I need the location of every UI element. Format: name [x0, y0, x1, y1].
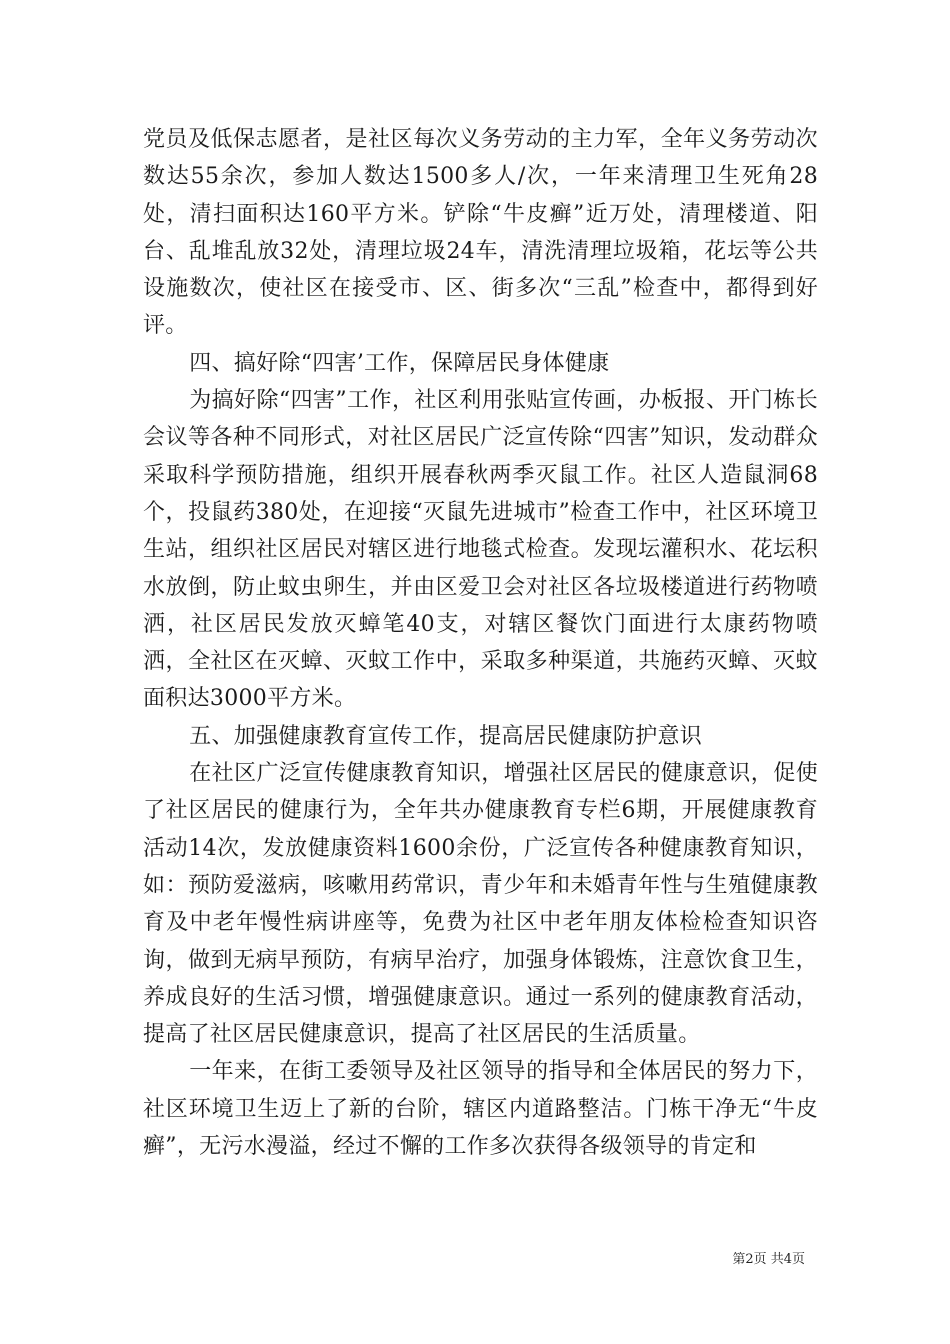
paragraph-health-education: 在社区广泛宣传健康教育知识，增强社区居民的健康意识，促使了社区居民的健康行为，全年共办健康教育专栏6期，开展健康教育活动14次，发放健康资料1600余份，广泛宣传各种健康教育知识，如：预防爱滋病，咳嗽用药常识，青少年和未婚青年性与生殖健康教育及中老年慢性病讲座等，免费为社区中老年朋友体检检查知识咨询，做到无病早预防，有病早治疗，加强身体锻炼，注意饮食卫生，养成良好的生活习惯，增强健康意识。通过一系列的健康教育活动，提高了社区居民健康意识，提高了社区居民的生活质量。: [143, 761, 818, 1048]
heading-health-education: 五、加强健康教育宣传工作，提高居民健康防护意识: [189, 723, 703, 749]
paragraph-year-summary: 一年来，在街工委领导及社区领导的指导和全体居民的努力下，社区环境卫生迈上了新的台阶，辖区内道路整洁。门栋干净无“牛皮癣”，无污水漫溢，经过不懈的工作多次获得各级领导的肯定和: [143, 1059, 818, 1160]
paragraph-four-pests: 为搞好除“四害”工作，社区利用张贴宣传画，办板报、开门栋长会议等各种不同形式，对社区居民广泛宣传除“四害”知识，发动群众采取科学预防措施，组织开展春秋两季灭鼠工作。社区人造鼠洞68个，投鼠药380处，在迎接“灭鼠先进城市”检查工作中，社区环境卫生站，组织社区居民对辖区进行地毯式检查。发现坛灌积水、花坛积水放倒，防止蚊虫卵生，并由区爱卫会对社区各垃圾楼道进行药物喷洒，社区居民发放灭蟑笔40支，对辖区餐饮门面进行太康药物喷洒，全社区在灭蟑、灭蚊工作中，采取多种渠道，共施药灭蟑、灭蚊面积达3000平方米。: [143, 388, 818, 712]
document-body: [143, 121, 818, 1165]
paragraph-volunteer-labor: 党员及低保志愿者，是社区每次义务劳动的主力军，全年义务劳动次数达55余次，参加人数达1500多人/次，一年来清理卫生死角28处，清扫面积达160平方米。铲除“牛皮癣”近万处，清理楼道、阳台、乱堆乱放32处，清理垃圾24车，清洗清理垃圾箱，花坛等公共设施数次，使社区在接受市、区、街多次“三乱”检查中，都得到好评。: [143, 127, 818, 339]
heading-four-pests: 四、搞好除“四害’工作，保障居民身体健康: [189, 350, 610, 376]
page-number-footer: 第2页 共4页: [732, 1252, 805, 1267]
